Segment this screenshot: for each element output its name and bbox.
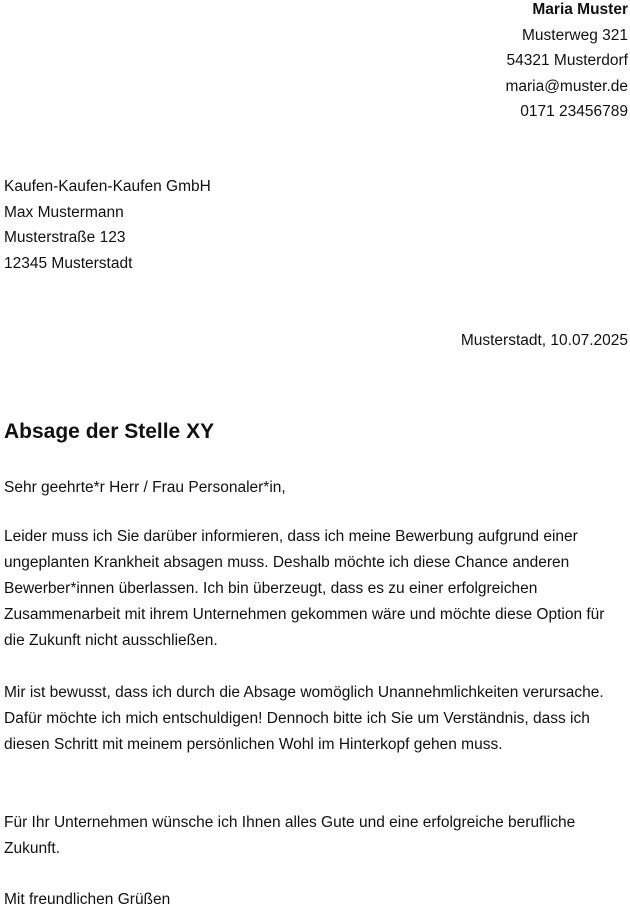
sender-email: maria@muster.de: [505, 77, 628, 95]
sender-street: Musterweg 321: [522, 26, 628, 44]
body-paragraph: Für Ihr Unternehmen wünsche ich Ihnen alles Gute und eine erfolgreiche berufliche Zukunft.: [4, 814, 576, 857]
sender-phone: 0171 23456789: [520, 103, 628, 120]
recipient-street: Musterstraße 123: [4, 229, 126, 246]
recipient-address-block: [4, 174, 211, 276]
salutation: Sehr geehrte*r Herr / Frau Personaler*in,: [4, 479, 286, 496]
body-paragraph: Mir ist bewusst, dass ich durch die Absage womöglich Unannehmlichkeiten verursache. Dafür möchte ich mich entschuldigen! Dennoch bitte ich Sie um Verständnis, dass ich diesen Schritt mit meinem persönlichen Wohl im Hinterkopf gehen muss.: [4, 684, 604, 753]
recipient-city: 12345 Musterstadt: [4, 254, 133, 272]
sender-address-block: [505, 0, 628, 125]
recipient-company: Kaufen-Kaufen-Kaufen GmbH: [4, 178, 211, 195]
letter-date: Musterstadt, 10.07.2025: [460, 332, 628, 349]
closing-phrase: Mit freundlichen Grüßen: [4, 891, 171, 908]
sender-name: Maria Muster: [532, 1, 628, 18]
sender-city: 54321 Musterdorf: [506, 52, 628, 69]
body-paragraph: Leider muss ich Sie darüber informieren, dass ich meine Bewerbung aufgrund einer ungeplanten Krankheit absagen muss. Deshalb möchte ich diese Chance anderen Bewerber*innen überlassen. Ich bin überzeugt, dass es zu einer erfolgreichen Zusammenarbeit mit ihrem Unternehmen gekommen wäre und möchte diese Option für die Zukunft nicht ausschließen.: [4, 528, 605, 649]
letter-subject: Absage der Stelle XY: [4, 420, 215, 443]
recipient-person: Max Mustermann: [4, 203, 124, 221]
